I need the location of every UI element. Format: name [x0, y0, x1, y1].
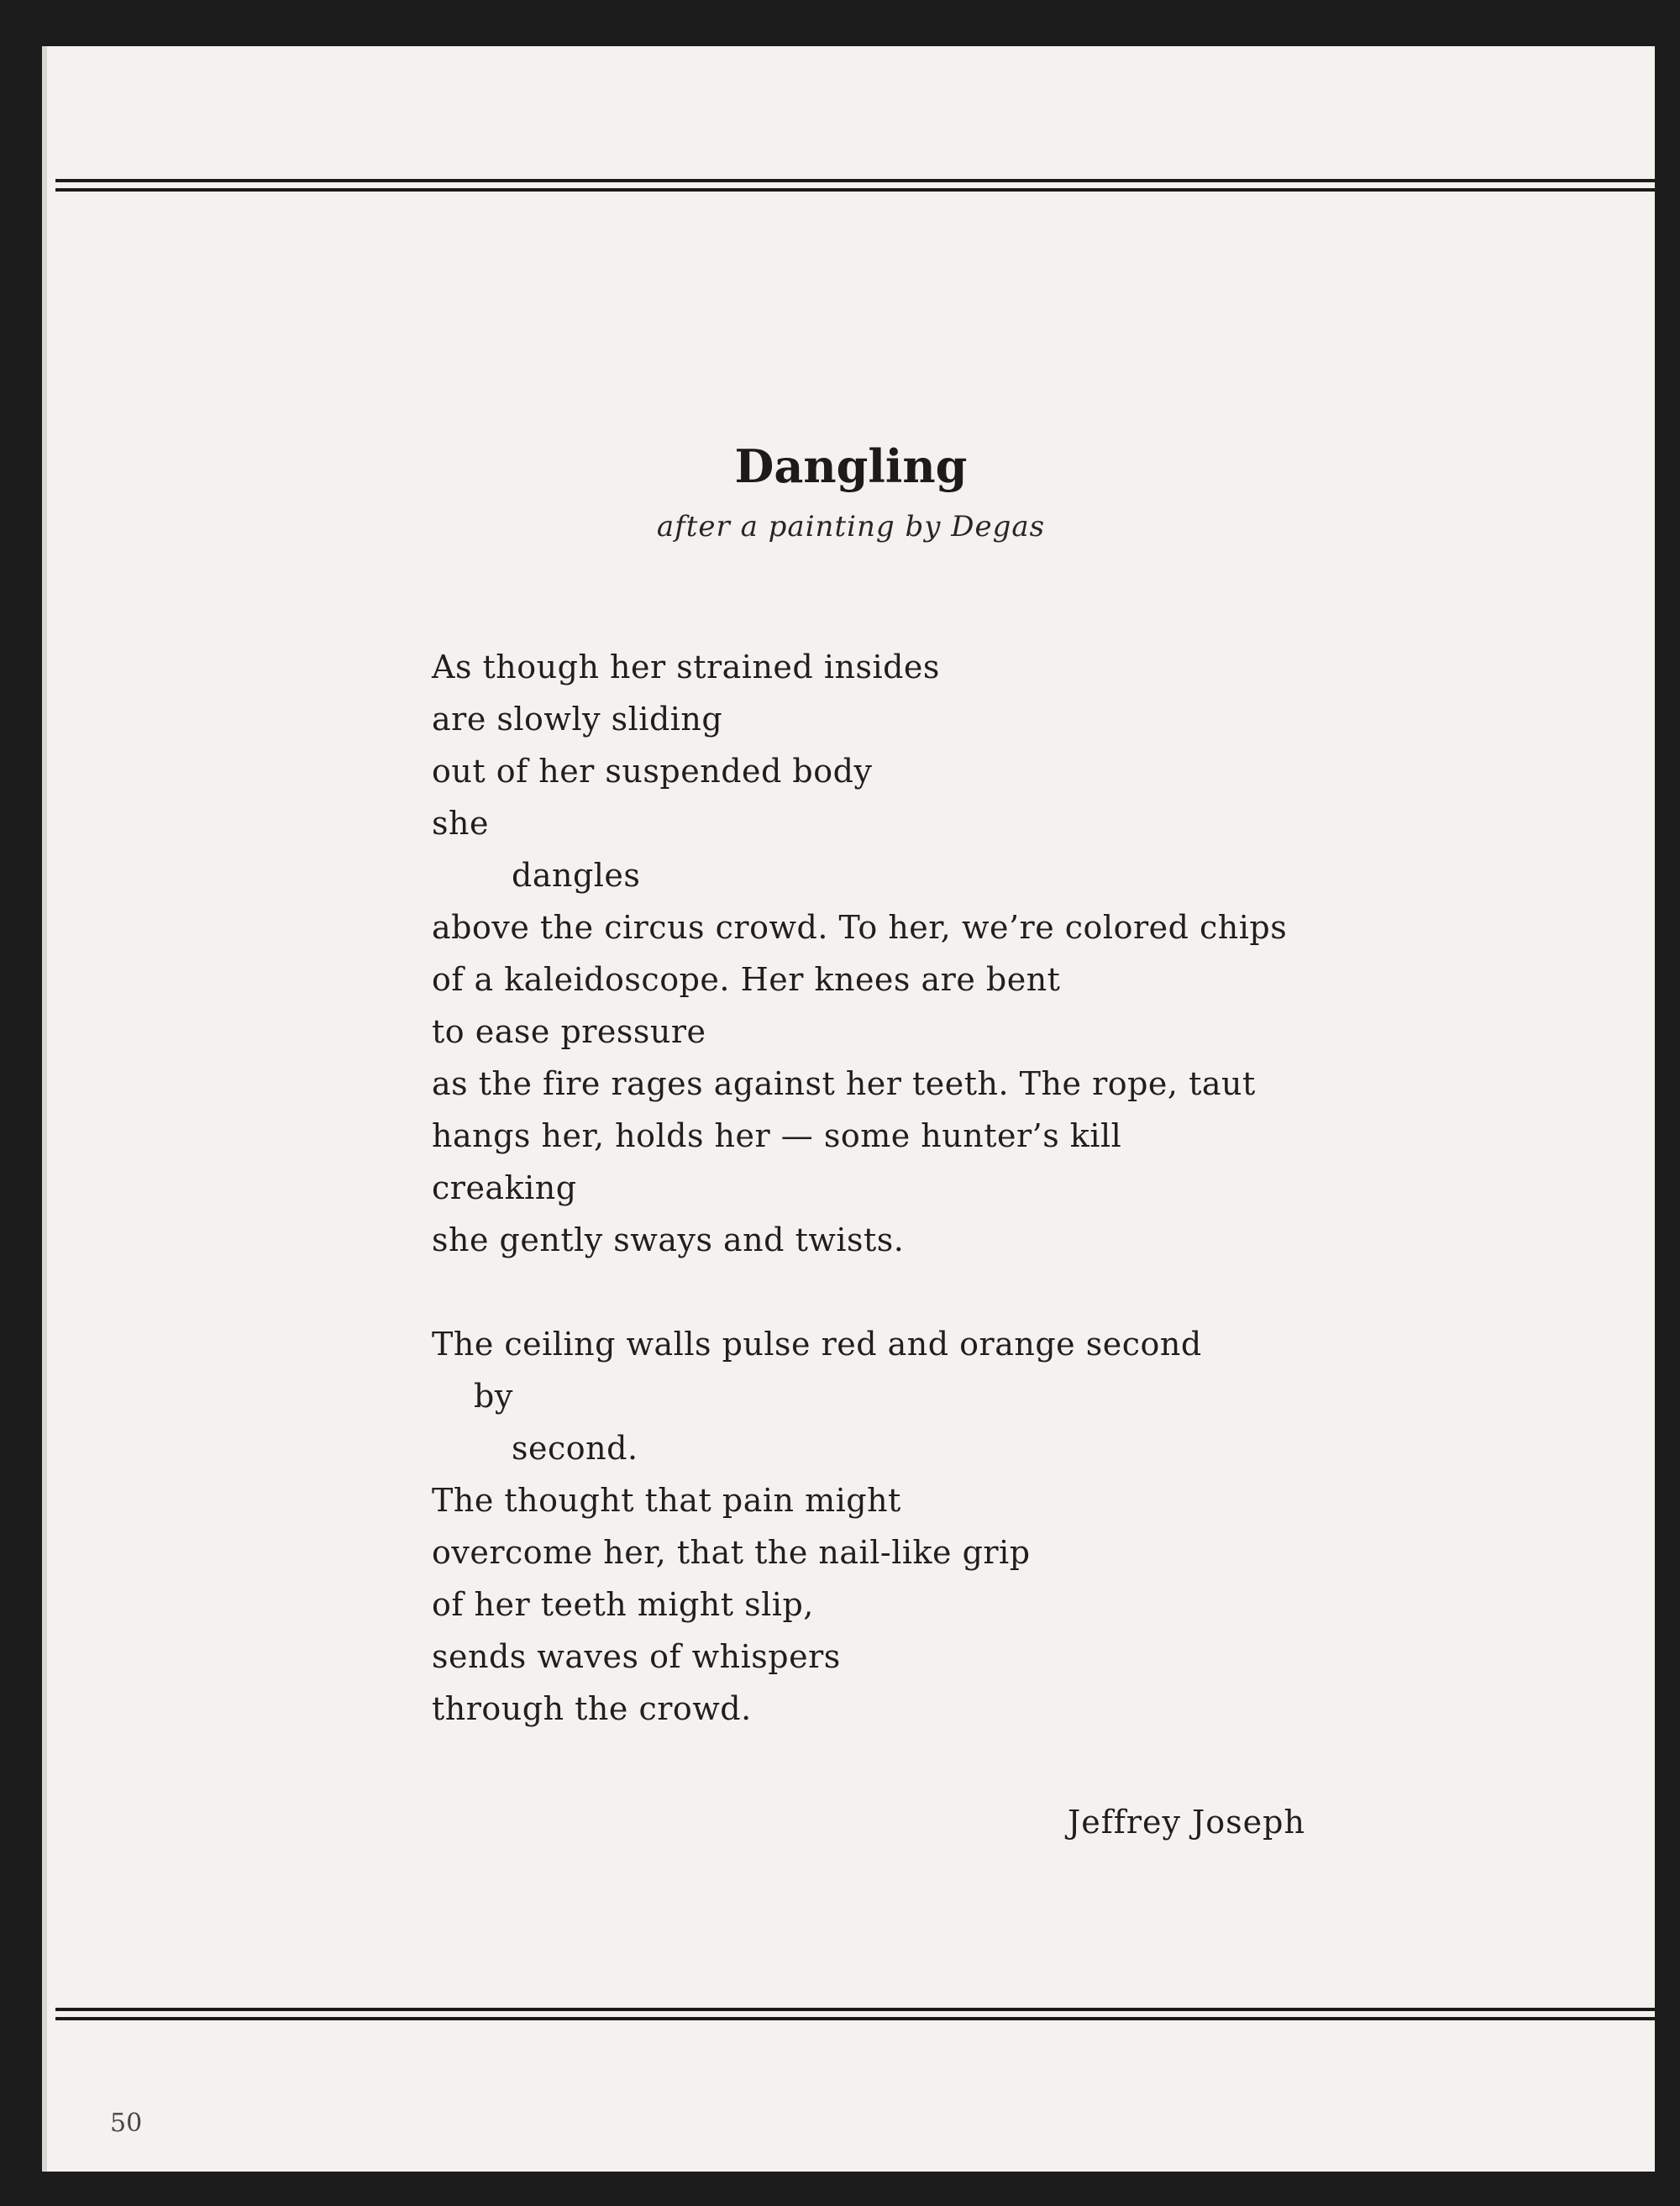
poem-line: she gently sways and twists. — [432, 1221, 905, 1258]
poem-line: creaking — [432, 1169, 577, 1206]
poem-title: Dangling — [734, 439, 968, 493]
poem-line: sends waves of whispers — [432, 1638, 841, 1675]
poem-line: to ease pressure — [432, 1013, 706, 1050]
poem-line: overcome her, that the nail-like grip — [432, 1534, 1031, 1571]
poem-subtitle: after a painting by Degas — [656, 510, 1046, 544]
poem-line: by — [474, 1378, 513, 1415]
top-rule-lower — [55, 188, 1655, 192]
poem-line: The thought that pain might — [432, 1482, 901, 1519]
page-number: 50 — [110, 2109, 143, 2138]
poem-line: out of her suspended body — [432, 753, 873, 790]
poem-line: dangles — [512, 857, 641, 894]
poem-line: second. — [512, 1430, 638, 1467]
poem-line: as the fire rages against her teeth. The rope, taut — [432, 1065, 1256, 1102]
poem-body — [432, 641, 1287, 1735]
poem-author: Jeffrey Joseph — [1068, 1804, 1305, 1841]
book-page — [42, 46, 1655, 2172]
poem-line: above the circus crowd. To her, we’re colored chips — [432, 909, 1288, 946]
poem-line: hangs her, holds her — some hunter’s kill — [432, 1117, 1122, 1154]
poem-line: she — [432, 805, 489, 842]
poem-line: As though her strained insides — [432, 649, 940, 685]
top-rule-upper — [55, 179, 1655, 182]
poem-line: The ceiling walls pulse red and orange second — [432, 1326, 1202, 1363]
poem-line: through the crowd. — [432, 1690, 752, 1727]
poem-line: of her teeth might slip, — [432, 1586, 814, 1623]
bottom-rule-upper — [55, 2008, 1655, 2011]
poem-line: are slowly sliding — [432, 701, 723, 738]
bottom-rule-lower — [55, 2017, 1655, 2020]
poem-line: of a kaleidoscope. Her knees are bent — [432, 961, 1061, 998]
stanza-break — [432, 1266, 1287, 1318]
